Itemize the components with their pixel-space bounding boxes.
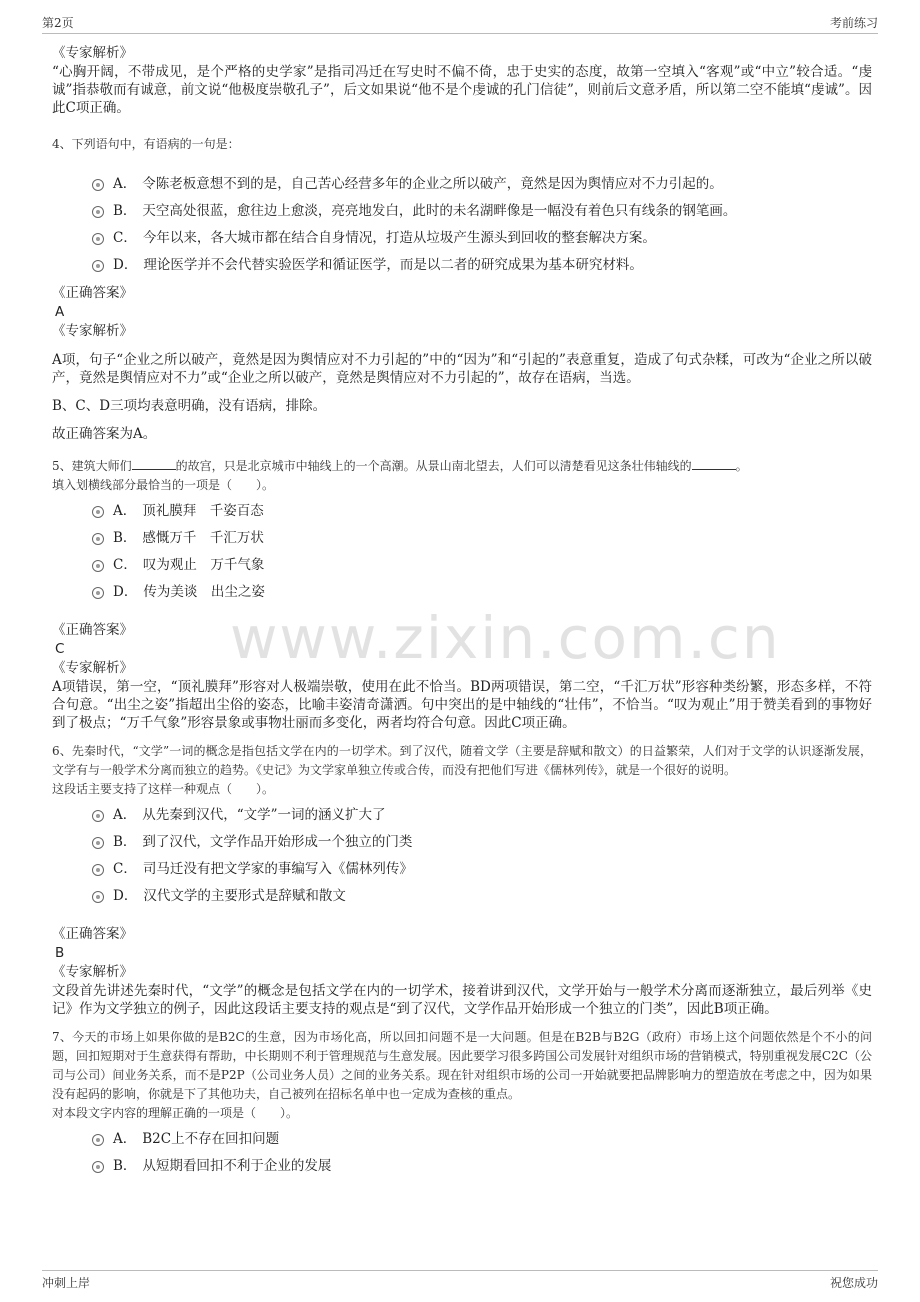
blank-line <box>692 458 736 470</box>
radio-icon[interactable] <box>92 560 104 572</box>
q4-option-a[interactable]: A． 令陈老板意想不到的是，自己苦心经营多年的企业之所以破产，竟然是因为舆情应对不力引起的。 <box>92 168 872 195</box>
radio-icon[interactable] <box>92 260 104 272</box>
radio-icon[interactable] <box>92 837 104 849</box>
page-header <box>42 10 878 34</box>
header-right-label: 考前练习 <box>829 16 878 30</box>
q6-stem: 6、先秦时代，“文学”一词的概念是指包括文学在内的一切学术。到了汉代，随着文学（主要是辞赋和散文）的日益繁荣，人们对于文学的认识逐渐发展，文学有与一般学术分离而独立的趋势。《史记》为文学家单独立传或合传，而没有把他们写进《儒林列传》，就是一个很好的说明。 <box>52 744 872 777</box>
watermark: www.zixin.com.cn <box>230 604 781 672</box>
q4-option-d[interactable]: D． 理论医学并不会代替实验医学和循证医学，而是以二者的研究成果为基本研究材料。 <box>92 249 872 276</box>
q7-option-b[interactable]: B． 从短期看回扣不利于企业的发展 <box>92 1150 872 1177</box>
analysis-tag: 《专家解析》 <box>52 323 133 339</box>
q6-option-d[interactable]: D． 汉代文学的主要形式是辞赋和散文 <box>92 880 872 907</box>
footer-divider <box>42 1270 878 1271</box>
q4-options <box>52 168 872 276</box>
footer-right-label: 祝您成功 <box>829 1276 878 1290</box>
q5-answer: C <box>55 641 65 657</box>
q5-option-d[interactable]: D． 传为美谈 出尘之姿 <box>92 576 872 603</box>
q6-answer: B <box>55 945 65 961</box>
radio-icon[interactable] <box>92 179 104 191</box>
q6-options <box>52 799 872 907</box>
header-divider <box>42 33 878 34</box>
q5-stem-2: 填入划横线部分最恰当的一项是（ ）。 <box>52 478 275 492</box>
radio-icon[interactable] <box>92 533 104 545</box>
q6-option-a[interactable]: A． 从先秦到汉代，“文学”一词的涵义扩大了 <box>92 799 872 826</box>
q7-option-a[interactable]: A． B2C上不存在回扣问题 <box>92 1123 872 1150</box>
q5-option-c[interactable]: C． 叹为观止 万千气象 <box>92 549 872 576</box>
answer-tag: 《正确答案》 <box>52 285 133 301</box>
q7-stem-2: 对本段文字内容的理解正确的一项是（ ）。 <box>52 1106 299 1120</box>
q4-analysis-1: A项，句子“企业之所以破产，竟然是因为舆情应对不力引起的”中的“因为”和“引起的”表意重复，造成了句式杂糅，可改为“企业之所以破产，竟然是舆情应对不力”或“企业之所以破产，竟然是舆情应对不力引起的”，故存在语病，当选。 <box>52 352 872 386</box>
q6-option-b[interactable]: B． 到了汉代，文学作品开始形成一个独立的门类 <box>92 826 872 853</box>
q6-analysis: 文段首先讲述先秦时代，“文学”的概念是包括文学在内的一切学术，接着讲到汉代，文学开始与一般学术分离而逐渐独立，最后列举《史记》作为文学独立的例子，因此这段话主要支持的观点是“到了汉代，文学作品开始形成一个独立的门类”，因此B项正确。 <box>52 983 872 1017</box>
radio-icon[interactable] <box>92 864 104 876</box>
q6-stem-2: 这段话主要支持了这样一种观点（ ）。 <box>52 782 275 796</box>
radio-icon[interactable] <box>92 810 104 822</box>
answer-tag: 《正确答案》 <box>52 622 133 638</box>
q5-stem: 5、建筑大师们 的故宫，只是北京城市中轴线上的一个高潮。从景山南北望去，人们可以清楚看见这条壮伟轴线的 。 <box>52 459 748 473</box>
q5-analysis: A项错误，第一空，“顶礼膜拜”形容对人极端崇敬，使用在此不恰当。BD两项错误，第二空，“千汇万状”形容种类纷繁，形态多样，不符合句意。“出尘之姿”指超出尘俗的姿态，比喻丰姿清奇潇洒。句中突出的是中轴线的“壮伟”，不恰当。“叹为观止”用于赞美看到的事物好到了极点；“万千气象”形容景象或事物壮丽而多变化，两者均符合句意。因此C项正确。 <box>52 679 872 731</box>
q3-analysis: “心胸开阔，不带成见，是个严格的史学家”是指司冯迁在写史时不偏不倚，忠于史实的态度，故第一空填入“客观”或“中立”较合适。“虔诚”指恭敬而有诚意，前文说“他极度崇敬孔子”，后文如果说“他不是个虔诚的孔门信徒”，则前后文意矛盾，所以第二空不能填“虔诚”。因此C项正确。 <box>52 64 872 116</box>
q4-analysis-2: B、C、D三项均表意明确，没有语病，排除。 <box>52 398 327 414</box>
q5-option-a[interactable]: A． 顶礼膜拜 千姿百态 <box>92 495 872 522</box>
radio-icon[interactable] <box>92 587 104 599</box>
footer-left-label: 冲刺上岸 <box>42 1276 91 1290</box>
q4-answer: A <box>55 304 65 320</box>
radio-icon[interactable] <box>92 891 104 903</box>
q4-stem: 4、下列语句中，有语病的一句是： <box>52 137 240 151</box>
q4-option-c[interactable]: C． 今年以来，各大城市都在结合自身情况，打造从垃圾产生源头到回收的整套解决方案。 <box>92 222 872 249</box>
blank-line <box>132 458 176 470</box>
radio-icon[interactable] <box>92 1161 104 1173</box>
analysis-tag: 《专家解析》 <box>52 45 133 61</box>
q6-option-c[interactable]: C． 司马迁没有把文学家的事编写入《儒林列传》 <box>92 853 872 880</box>
radio-icon[interactable] <box>92 506 104 518</box>
analysis-tag: 《专家解析》 <box>52 964 133 980</box>
radio-icon[interactable] <box>92 233 104 245</box>
q4-option-b[interactable]: B． 天空高处很蓝，愈往边上愈淡，亮亮地发白，此时的未名湖畔像是一幅没有着色只有线条的钢笔画。 <box>92 195 872 222</box>
q5-option-b[interactable]: B． 感慨万千 千汇万状 <box>92 522 872 549</box>
radio-icon[interactable] <box>92 206 104 218</box>
q4-analysis-3: 故正确答案为A。 <box>52 426 157 442</box>
q5-options <box>52 495 872 603</box>
q7-stem: 7、今天的市场上如果你做的是B2C的生意，因为市场化高，所以回扣问题不是一大问题。但是在B2B与B2G（政府）市场上这个问题依然是个不小的问题，回扣短期对于生意获得有帮助，中长期则不利于管理规范与生意发展。因此要学习很多跨国公司发展针对组织市场的营销模式，特别重视发展C2C（公司与公司）间业务关系，而不是P2P（公司业务人员）之间的业务关系。现在针对组织市场的公司一开始就要把品牌影响力的塑造放在考虑之中，因为如果没有起码的影响，你就是下了其他功夫，自己被列在招标名单中也一定成为查核的重点。 <box>52 1030 872 1101</box>
answer-tag: 《正确答案》 <box>52 926 133 942</box>
radio-icon[interactable] <box>92 1134 104 1146</box>
analysis-tag: 《专家解析》 <box>52 660 133 676</box>
document-body <box>52 44 872 1177</box>
q7-options <box>52 1123 872 1177</box>
page-number: 第2页 <box>42 16 74 30</box>
